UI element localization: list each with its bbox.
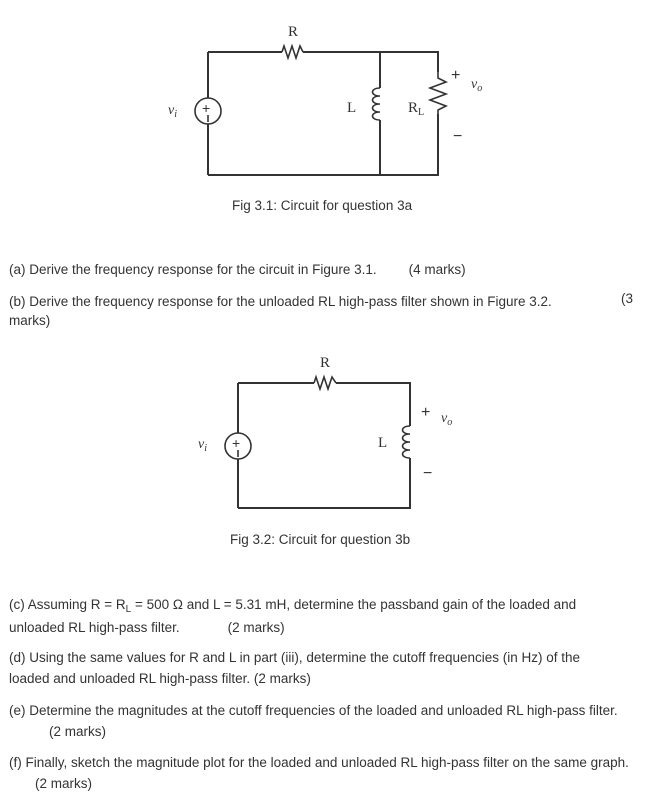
source-vi-label: $v_i$ — [198, 437, 207, 454]
question-c-text-post: = 500 Ω and L = 5.31 mH, determine the passband gain of the loaded and unloaded RL high-pass filter. — [9, 597, 577, 635]
question-e-marks: (2 marks) — [49, 724, 106, 739]
question-f — [9, 752, 634, 794]
wire-top-right — [303, 52, 438, 72]
wire-top-right — [336, 383, 410, 426]
inductor-l-label: L — [378, 435, 388, 451]
source-plus-sign: + — [232, 435, 241, 451]
source-vi-label: $v_i$ — [168, 103, 177, 120]
output-vo-label: $v_o$ — [471, 77, 483, 94]
question-f-marks: (2 marks) — [35, 776, 92, 791]
question-c — [9, 594, 609, 638]
output-minus-sign: − — [423, 465, 433, 482]
resistor-r-symbol — [314, 377, 336, 389]
inductor-l-symbol — [403, 426, 411, 458]
figure-3-1-circuit — [0, 0, 652, 200]
resistor-rl-symbol — [430, 72, 446, 114]
question-d-text: (d) Using the same values for R and L in part (iii), determine the cutoff frequencies (in Hz) of the loaded and unloaded RL high-pass filter. (2 marks) — [9, 650, 581, 686]
question-f-text: (f) Finally, sketch the magnitude plot for the loaded and unloaded RL high-pass filter on the same graph. — [9, 755, 629, 770]
resistor-r-label: R — [320, 355, 331, 371]
question-a-text: (a) Derive the frequency response for the circuit in Figure 3.1. — [9, 262, 377, 277]
figure-3-2-circuit — [0, 340, 652, 530]
question-a — [9, 259, 639, 280]
wire-bottom — [208, 114, 438, 175]
output-plus-sign: + — [451, 67, 461, 84]
question-c-subscript: L — [125, 604, 132, 615]
source-plus-sign: + — [202, 100, 211, 116]
question-e-text: (e) Determine the magnitudes at the cutoff frequencies of the loaded and unloaded RL high-pass filter. — [9, 703, 618, 718]
question-a-marks: (4 marks) — [408, 262, 466, 277]
inductor-l-label: L — [347, 100, 357, 116]
question-c-text-pre: (c) Assuming R = R — [9, 597, 126, 612]
inductor-l-symbol — [373, 88, 381, 120]
question-d — [9, 647, 619, 689]
question-b-text: (b) Derive the frequency response for the unloaded RL high-pass filter shown in Figure 3.2. — [9, 294, 552, 309]
resistor-rl-label: $R_L$ — [408, 100, 425, 118]
question-b-marks-part2: marks) — [9, 313, 51, 328]
question-c-marks: (2 marks) — [227, 620, 285, 635]
question-b — [9, 291, 609, 312]
question-e — [9, 700, 629, 742]
question-b-marks-part1: (3 — [621, 291, 634, 306]
figure-3-2-caption: Fig 3.2: Circuit for question 3b — [230, 532, 411, 547]
output-vo-label: $v_o$ — [441, 411, 453, 428]
output-minus-sign: − — [453, 128, 463, 145]
figure-3-1-caption: Fig 3.1: Circuit for question 3a — [232, 198, 413, 213]
resistor-r-symbol — [282, 46, 303, 58]
resistor-r-label: R — [288, 24, 299, 40]
output-plus-sign: + — [421, 404, 431, 421]
wire-bottom — [238, 458, 410, 508]
